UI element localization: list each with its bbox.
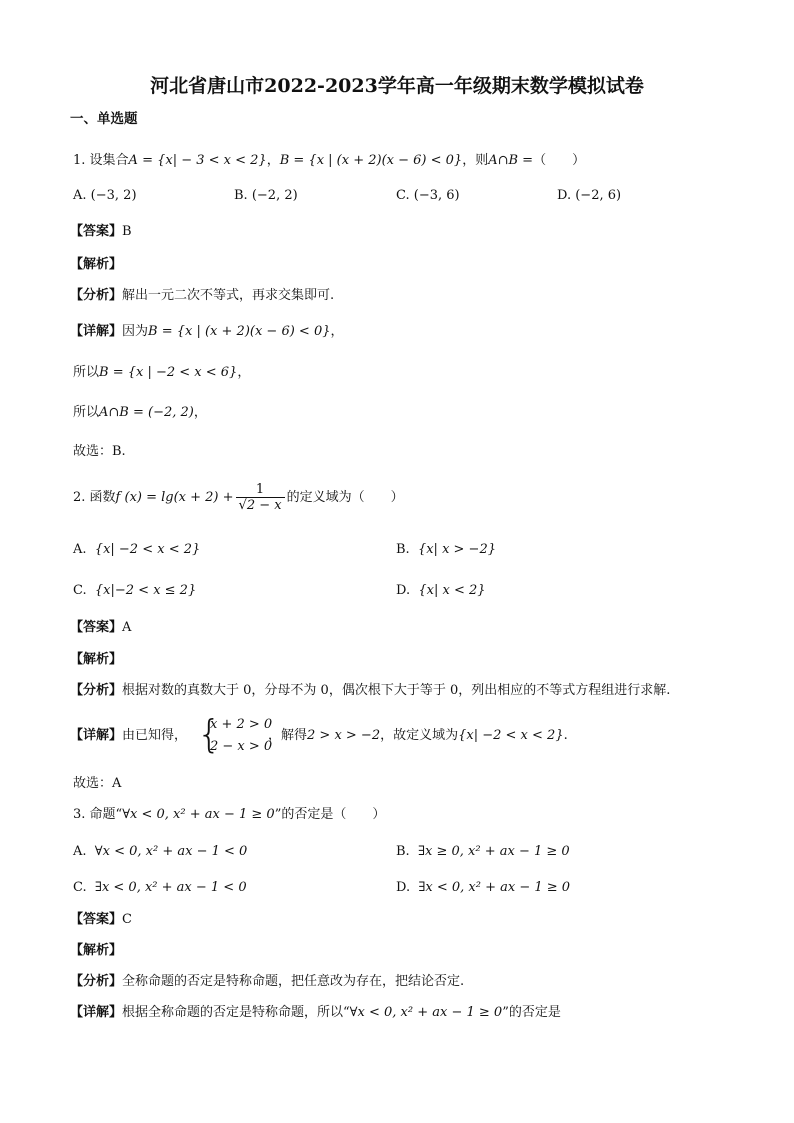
q3-stem (73, 806, 385, 824)
q1-stem (73, 152, 585, 170)
step-text: ， (193, 405, 207, 420)
q1-analysis-tag: 【解析】 (70, 257, 123, 272)
system-brace: { (197, 712, 222, 756)
detail-text: ，解得 (268, 728, 308, 743)
q3-analysis-tag: 【解析】 (70, 943, 123, 958)
detail-expr: ∀x < 0, x² + ax − 1 ≥ 0 (349, 1005, 503, 1020)
detail-text: ， (330, 324, 344, 339)
q2-stem (73, 478, 404, 518)
option-value: (−3, 2) (90, 188, 137, 203)
answer-value: A (122, 620, 132, 635)
detail-text: ”的否定是 (502, 1005, 561, 1020)
q2-detail-lead (70, 727, 187, 745)
step-text: 所以 (73, 365, 100, 380)
option-value: ∃x < 0, x² + ax − 1 ≥ 0 (418, 880, 571, 895)
q3-answer (70, 911, 132, 929)
option-label: C. (73, 880, 87, 895)
q1-option-c (396, 187, 460, 205)
option-label: A. (73, 188, 87, 203)
q1-set-a: A = {x| − 3 < x < 2} (128, 153, 267, 168)
q3-stem-expr: ∀x < 0, x² + ax − 1 ≥ 0 (122, 807, 275, 822)
detail-tag: 【详解】 (70, 728, 123, 743)
q1-option-d (557, 187, 621, 205)
fenxi-tag: 【分析】 (70, 974, 123, 989)
q3-option-a (73, 843, 247, 861)
q1-set-b: B = {x | (x + 2)(x − 6) < 0} (279, 153, 463, 168)
option-label: D. (396, 880, 411, 895)
option-value: {x|−2 < x ≤ 2} (94, 583, 197, 598)
q2-stem-post: 的定义域为（ ） (286, 490, 404, 505)
detail-text: . (563, 728, 568, 743)
option-label: A. (73, 844, 87, 859)
detail-text: 由已知得， (122, 728, 188, 743)
option-value: {x| −2 < x < 2} (94, 542, 201, 557)
q1-option-a (73, 187, 137, 205)
step-expr: B = {x | −2 < x < 6} (99, 365, 238, 380)
fenxi-tag: 【分析】 (70, 683, 123, 698)
option-value: (−2, 2) (251, 188, 298, 203)
detail-text: 因为 (122, 324, 149, 339)
q3-stem-post: ”的否定是（ ） (274, 807, 386, 822)
q3-option-c (73, 879, 247, 897)
q2-func: f (x) = lg(x + 2) + (115, 490, 234, 505)
option-value: ∃x < 0, x² + ax − 1 < 0 (94, 880, 247, 895)
fenxi-text: 全称命题的否定是特称命题，把任意改为存在，把结论否定. (122, 974, 465, 989)
q3-fenxi (70, 973, 464, 991)
detail-expr: B = {x | (x + 2)(x − 6) < 0} (148, 324, 331, 339)
q2-fenxi (70, 682, 670, 700)
q2-detail-rest (268, 727, 568, 745)
step-expr: A∩B = (−2, 2) (99, 405, 194, 420)
q1-detail (70, 323, 344, 341)
option-label: D. (557, 188, 572, 203)
option-value: {x| x < 2} (418, 583, 486, 598)
q1-step-3 (73, 404, 207, 422)
q2-system-row-2: 2 − x > 0 (210, 739, 273, 754)
answer-tag: 【答案】 (70, 912, 123, 927)
q1-step-2 (73, 364, 250, 382)
option-label: A. (73, 542, 87, 557)
option-label: C. (396, 188, 410, 203)
option-label: B. (396, 542, 410, 557)
fenxi-text: 解出一元二次不等式，再求交集即可. (122, 288, 335, 303)
answer-value: B (122, 224, 132, 239)
q2-answer (70, 619, 131, 637)
detail-text: ，故定义域为 (380, 728, 459, 743)
option-value: ∃x ≥ 0, x² + ax − 1 ≥ 0 (417, 844, 570, 859)
option-label: B. (396, 844, 410, 859)
option-value: (−3, 6) (413, 188, 460, 203)
q2-option-c (73, 582, 196, 600)
fraction-numerator: 1 (236, 482, 285, 498)
option-value: (−2, 6) (575, 188, 622, 203)
q2-choose: 故选：A (73, 776, 122, 791)
q2-stem-pre: 2. 函数 (73, 490, 116, 505)
option-value: ∀x < 0, x² + ax − 1 < 0 (94, 844, 248, 859)
q2-analysis-tag: 【解析】 (70, 652, 123, 667)
fenxi-text: 根据对数的真数大于 0，分母不为 0，偶次根下大于等于 0，列出相应的不等式方程组进行求解. (122, 683, 671, 698)
q1-sep: ， (266, 153, 280, 168)
detail-tag: 【详解】 (70, 324, 123, 339)
detail-text: 根据全称命题的否定是特称命题，所以“ (122, 1005, 350, 1020)
fenxi-tag: 【分析】 (70, 288, 123, 303)
detail-set: {x| −2 < x < 2} (458, 728, 564, 743)
page-title: 河北省唐山市2022-2023学年高一年级期末数学模拟试卷 (150, 75, 644, 97)
step-text: ， (237, 365, 251, 380)
q2-option-d (396, 582, 486, 600)
q3-option-d (396, 879, 570, 897)
option-label: D. (396, 583, 411, 598)
q1-option-b (234, 187, 298, 205)
option-label: C. (73, 583, 87, 598)
q3-option-b (396, 843, 570, 861)
q3-detail (70, 1004, 561, 1022)
q2-option-b (396, 541, 496, 559)
detail-expr: 2 > x > −2 (307, 728, 381, 743)
q1-stem-pre: 1. 设集合 (73, 153, 129, 168)
step-text: 所以 (73, 405, 100, 420)
answer-value: C (122, 912, 132, 927)
q1-ask: A∩B = (488, 153, 534, 168)
q2-fraction (236, 482, 285, 514)
q1-choose: 故选：B. (73, 444, 126, 459)
q1-paren: （ ） (533, 153, 586, 168)
q2-option-a (73, 541, 200, 559)
detail-tag: 【详解】 (70, 1005, 123, 1020)
answer-tag: 【答案】 (70, 224, 123, 239)
q1-fenxi (70, 287, 334, 305)
option-label: B. (234, 188, 248, 203)
q1-answer (70, 223, 132, 241)
fraction-denominator: √2 − x (238, 497, 282, 513)
q2-system-row-1: x + 2 > 0 (210, 717, 273, 732)
section-heading: 一、单选题 (70, 111, 138, 127)
option-value: {x| x > −2} (417, 542, 496, 557)
answer-tag: 【答案】 (70, 620, 123, 635)
q3-stem-pre: 3. 命题“ (73, 807, 123, 822)
q1-stem-post: ，则 (462, 153, 489, 168)
